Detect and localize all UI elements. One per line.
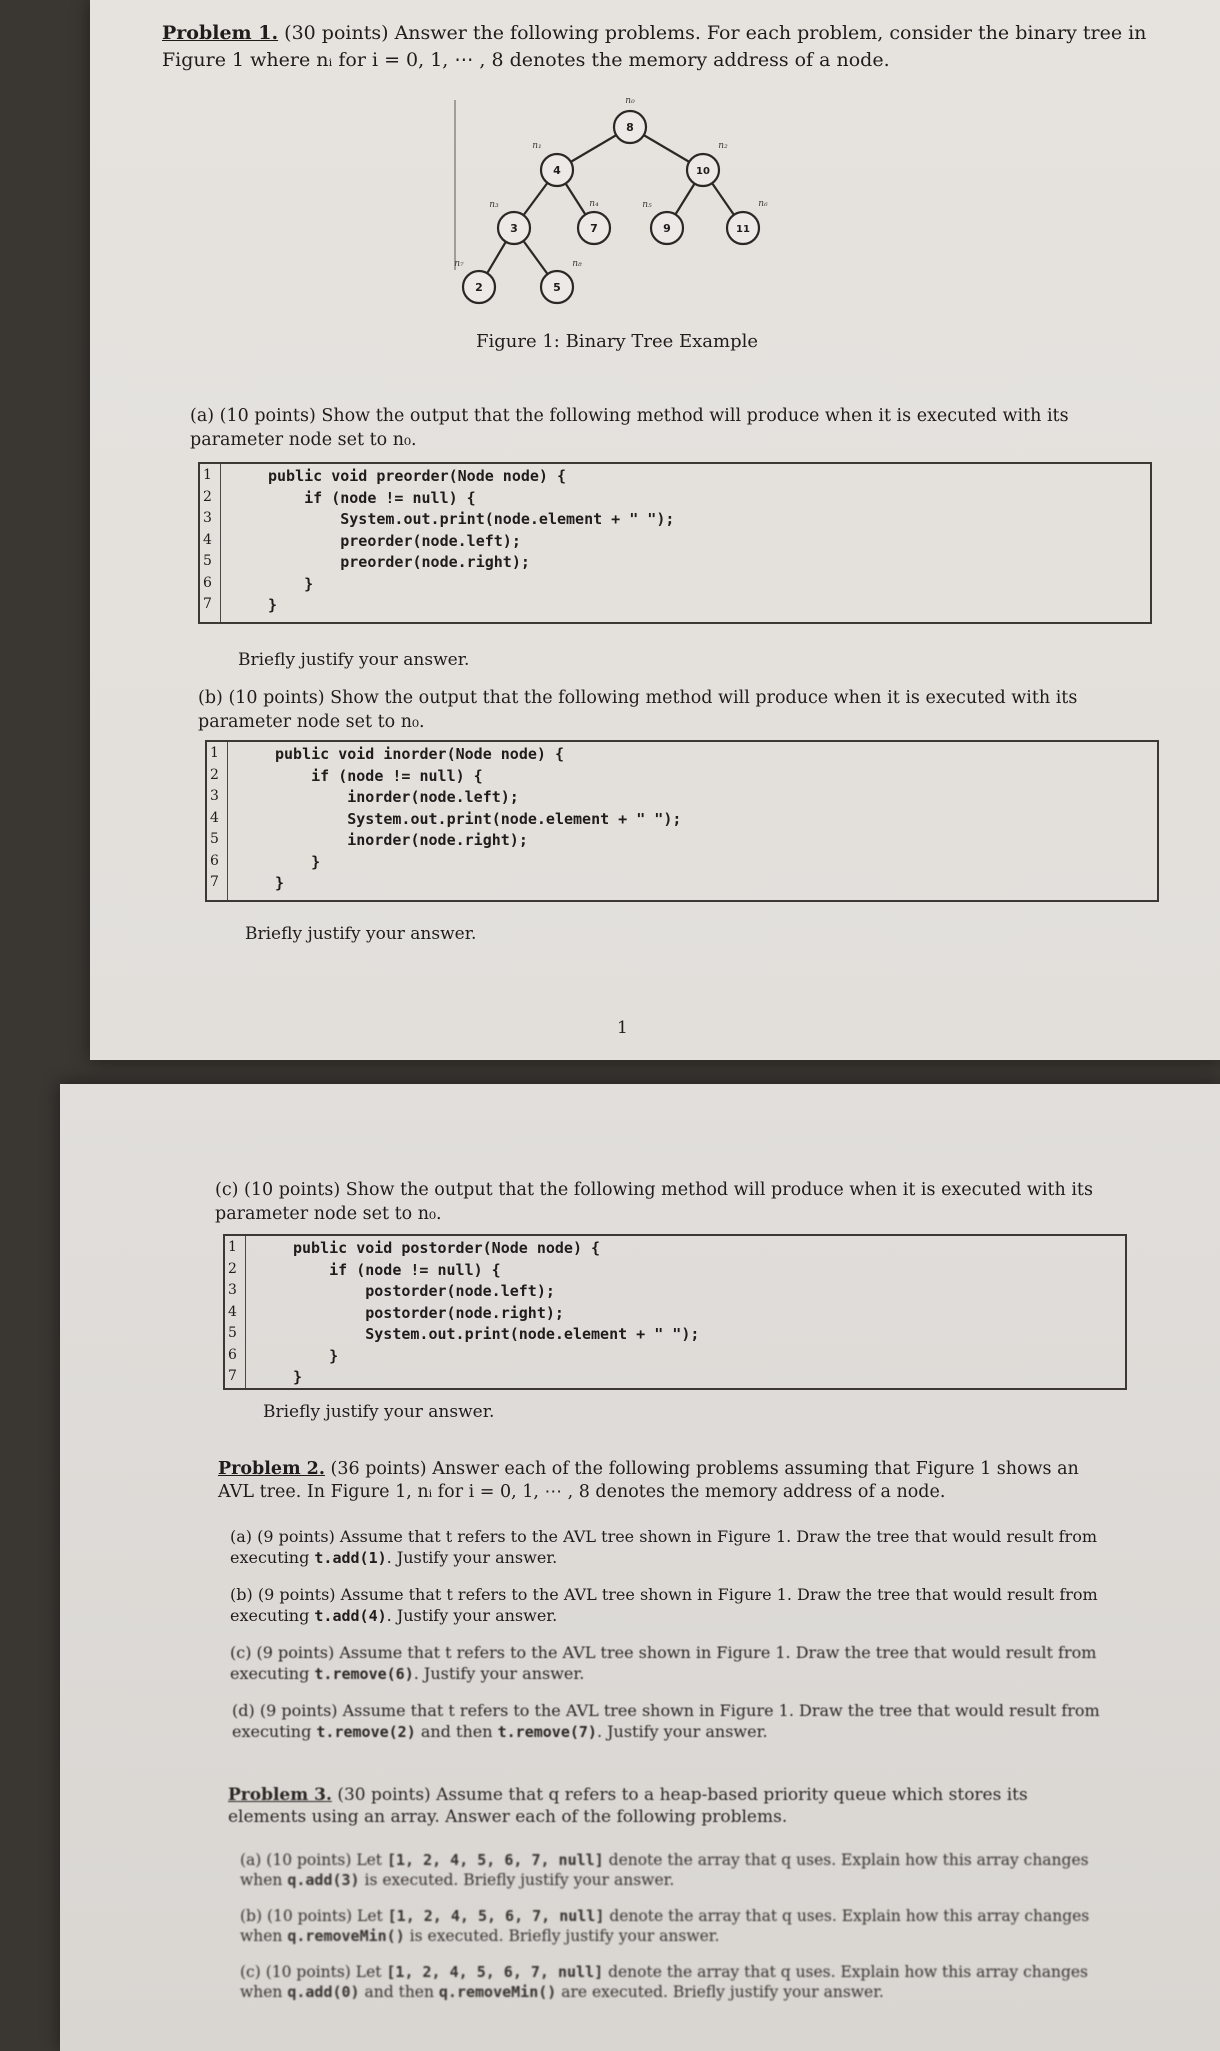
problem-3-title: Problem 3. [228, 1785, 332, 1805]
tree-node [687, 141, 728, 186]
p2-d-code-1: t.remove(2) [316, 1723, 416, 1741]
tree-node-value: 7 [590, 222, 598, 235]
figure-1-binary-tree [90, 0, 1220, 330]
p2-d-points: (9 points) [259, 1701, 338, 1720]
p2-d-mid: and then [415, 1722, 498, 1741]
tree-node-value: 10 [696, 166, 710, 177]
code-line: if (node != null) { [268, 488, 476, 507]
code-line: public void postorder(Node node) { [293, 1239, 601, 1257]
p3-b-text: Let [357, 1907, 388, 1925]
tree-node-value: 8 [626, 121, 634, 134]
part-b-question [198, 686, 1148, 734]
p2-d-post: . Justify your answer. [596, 1722, 768, 1741]
tree-node-address: n₄ [589, 199, 599, 209]
code-line: } [268, 574, 314, 593]
code-line: preorder(node.right); [268, 553, 530, 571]
p3-c-mid: denote the array that q uses. Explain how this array changes when [240, 1963, 1089, 2001]
part-c-points: (10 points) [244, 1180, 341, 1200]
code-line: } [275, 852, 321, 871]
line-number: 3 [210, 788, 219, 804]
line-number-gutter [207, 742, 228, 900]
p2-d-text: Assume that t refers to the AVL tree shown in Figure 1. Draw the tree that would result from executing [232, 1701, 1100, 1741]
line-number: 3 [203, 510, 212, 526]
problem-3-points: (30 points) [337, 1785, 431, 1805]
problem-1-text: Answer the following problems. For each problem, consider the binary tree in Figure 1 where nᵢ for i = 0, 1, ⋯ , 8 denotes the memory address of a node. [162, 22, 1147, 71]
p3-c-text: Let [355, 1963, 387, 1981]
figure-1-caption: Figure 1: Binary Tree Example [476, 331, 759, 352]
tree-node-value: 3 [510, 222, 518, 235]
p2-a-code: t.add(1) [314, 1549, 387, 1567]
part-a-points: (10 points) [219, 406, 316, 426]
tree-node-address: n₁ [532, 141, 542, 151]
part-a-justify: Briefly justify your answer. [238, 650, 470, 670]
problem-2-part-d [232, 1700, 1102, 1743]
line-number: 7 [210, 874, 219, 890]
tree-node-address: n₆ [758, 199, 768, 209]
p3-c-points: (10 points) [265, 1963, 351, 1981]
code-line: public void preorder(Node node) { [268, 467, 567, 485]
line-number: 6 [210, 852, 219, 869]
part-c-question [215, 1178, 1115, 1226]
postorder-code-listing [223, 1234, 1127, 1390]
tree-node [489, 200, 530, 244]
code-line: System.out.print(node.element + " "); [268, 510, 675, 528]
line-number: 4 [210, 809, 219, 826]
p2-b-text: Assume that t refers to the AVL tree shown in Figure 1. Draw the tree that would result from executing [230, 1585, 1098, 1625]
tree-node-value: 11 [736, 224, 750, 235]
tree-node [727, 199, 768, 244]
code-line: inorder(node.left); [275, 788, 519, 806]
p2-c-post: . Justify your answer. [413, 1664, 585, 1683]
problem-3-intro [228, 1784, 1108, 1828]
tree-node [614, 96, 646, 143]
problem-1-points: (30 points) [284, 22, 389, 44]
line-number: 6 [228, 1346, 237, 1363]
line-number: 7 [228, 1368, 237, 1384]
tree-node-value: 4 [553, 164, 561, 177]
p2-b-label: (b) [230, 1585, 253, 1604]
p3-a-label: (a) [240, 1851, 262, 1869]
p3-b-post: is executed. Briefly justify your answer. [404, 1927, 720, 1945]
code-line: } [268, 596, 278, 614]
p3-b-code: q.removeMin() [287, 1927, 405, 1945]
problem-2-intro [218, 1458, 1098, 1504]
part-c-text: Show the output that the following method will produce when it is executed with its parameter node set to n₀. [215, 1180, 1093, 1224]
code-line: System.out.print(node.element + " "); [275, 809, 682, 828]
p2-c-label: (c) [230, 1643, 252, 1662]
p3-c-code-1: q.add(0) [287, 1983, 360, 2001]
line-number-gutter [200, 464, 221, 622]
p2-b-points: (9 points) [257, 1585, 336, 1604]
problem-3-text: Assume that q refers to a heap-based priority queue which stores its elements using an array. Answer each of the following problems. [228, 1785, 1028, 1827]
tree-node [578, 199, 610, 244]
code-line: inorder(node.right); [275, 831, 528, 849]
part-b-label: (b) [198, 688, 223, 708]
tree-node [454, 259, 495, 303]
tree-node-address: n₀ [625, 96, 635, 106]
code-line: preorder(node.left); [268, 531, 521, 550]
page-number: 1 [617, 1018, 628, 1038]
p3-c-label: (c) [240, 1963, 261, 1981]
tree-node-address: n₇ [454, 259, 464, 269]
code-line: if (node != null) { [275, 766, 483, 785]
tree-node-address: n₈ [572, 259, 582, 269]
problem-2-part-c [230, 1642, 1100, 1685]
problem-2-part-b [230, 1584, 1100, 1627]
line-number: 2 [210, 766, 219, 783]
part-b-text: Show the output that the following method will produce when it is executed with its parameter node set to n₀. [198, 688, 1078, 732]
line-number: 5 [228, 1325, 237, 1341]
p2-a-text: Assume that t refers to the AVL tree shown in Figure 1. Draw the tree that would result from executing [230, 1527, 1097, 1567]
line-number: 1 [210, 745, 219, 761]
problem-2-text: Answer each of the following problems assuming that Figure 1 shows an AVL tree. In Figure 1, nᵢ for i = 0, 1, ⋯ , 8 denotes the memory address of a node. [218, 1459, 1079, 1502]
line-number: 4 [203, 531, 212, 548]
p3-a-text: Let [356, 1851, 387, 1869]
code-line: if (node != null) { [293, 1260, 501, 1279]
part-c-label: (c) [215, 1180, 239, 1200]
line-number: 6 [203, 574, 212, 591]
p2-d-code-2: t.remove(7) [497, 1723, 597, 1741]
part-a-label: (a) [190, 406, 215, 426]
line-number: 4 [228, 1303, 237, 1320]
p2-c-text: Assume that t refers to the AVL tree shown in Figure 1. Draw the tree that would result from executing [230, 1643, 1097, 1683]
part-a-question [190, 404, 1150, 452]
p3-a-post: is executed. Briefly justify your answer. [359, 1871, 675, 1889]
p3-c-array: [1, 2, 4, 5, 6, 7, null] [386, 1963, 604, 1981]
line-number: 2 [228, 1260, 237, 1277]
line-number: 7 [203, 596, 212, 612]
p3-a-mid: denote the array that q uses. Explain how this array changes when [240, 1851, 1089, 1889]
problem-3-part-b [240, 1906, 1110, 1946]
tree-node-address: n₂ [718, 141, 728, 151]
p3-c-post: are executed. Briefly justify your answer. [556, 1983, 884, 2001]
p2-c-code: t.remove(6) [314, 1665, 414, 1683]
problem-3-part-a [240, 1850, 1110, 1890]
tree-node [642, 200, 683, 244]
line-number: 2 [203, 488, 212, 505]
p3-b-mid: denote the array that q uses. Explain how this array changes when [240, 1907, 1090, 1945]
p3-a-code: q.add(3) [287, 1871, 360, 1889]
code-line: postorder(node.right); [293, 1303, 564, 1322]
page-1 [90, 0, 1220, 1060]
p3-b-array: [1, 2, 4, 5, 6, 7, null] [387, 1907, 605, 1925]
p3-b-label: (b) [240, 1907, 263, 1925]
problem-1-title: Problem 1. [162, 22, 279, 44]
tree-node-address: n₃ [489, 200, 499, 210]
p3-c-mid-2: and then [359, 1983, 439, 2001]
tree-node-value: 2 [475, 281, 483, 294]
code-line: public void inorder(Node node) { [275, 745, 564, 763]
code-line: } [293, 1368, 303, 1386]
problem-2-title: Problem 2. [218, 1459, 325, 1479]
p2-a-label: (a) [230, 1527, 253, 1546]
page-2 [60, 1084, 1220, 2051]
tree-node-value: 5 [553, 281, 561, 294]
code-line: } [293, 1346, 339, 1365]
problem-2-part-a [230, 1526, 1100, 1569]
p2-a-points: (9 points) [257, 1527, 335, 1546]
line-number: 1 [228, 1239, 237, 1255]
inorder-code-listing [205, 740, 1159, 902]
p2-d-label: (d) [232, 1701, 255, 1720]
line-number-gutter [225, 1236, 246, 1388]
code-line: } [275, 874, 285, 892]
part-c-justify: Briefly justify your answer. [263, 1402, 495, 1422]
line-number: 5 [210, 831, 219, 847]
p3-b-points: (10 points) [266, 1907, 353, 1925]
line-number: 1 [203, 467, 212, 483]
tree-node [541, 259, 582, 303]
code-line: System.out.print(node.element + " "); [293, 1325, 700, 1343]
p3-a-array: [1, 2, 4, 5, 6, 7, null] [386, 1851, 604, 1869]
code-line: postorder(node.left); [293, 1282, 555, 1300]
preorder-code-listing [198, 462, 1152, 624]
part-b-justify: Briefly justify your answer. [245, 924, 477, 944]
part-a-text: Show the output that the following method will produce when it is executed with its parameter node set to n₀. [190, 406, 1069, 450]
problem-3-part-c [240, 1962, 1110, 2002]
line-number: 5 [203, 553, 212, 569]
p2-c-points: (9 points) [256, 1643, 335, 1662]
line-number: 3 [228, 1282, 237, 1298]
p2-b-post: . Justify your answer. [386, 1606, 558, 1625]
tree-node [532, 141, 573, 186]
p3-c-code-2: q.removeMin() [438, 1983, 557, 2001]
p3-a-points: (10 points) [266, 1851, 352, 1869]
part-b-points: (10 points) [228, 688, 325, 708]
tree-node-value: 9 [663, 222, 671, 235]
problem-2-points: (36 points) [330, 1459, 427, 1479]
p2-b-code: t.add(4) [314, 1607, 387, 1625]
p2-a-post: . Justify your answer. [386, 1548, 558, 1567]
tree-node-address: n₅ [642, 200, 652, 210]
